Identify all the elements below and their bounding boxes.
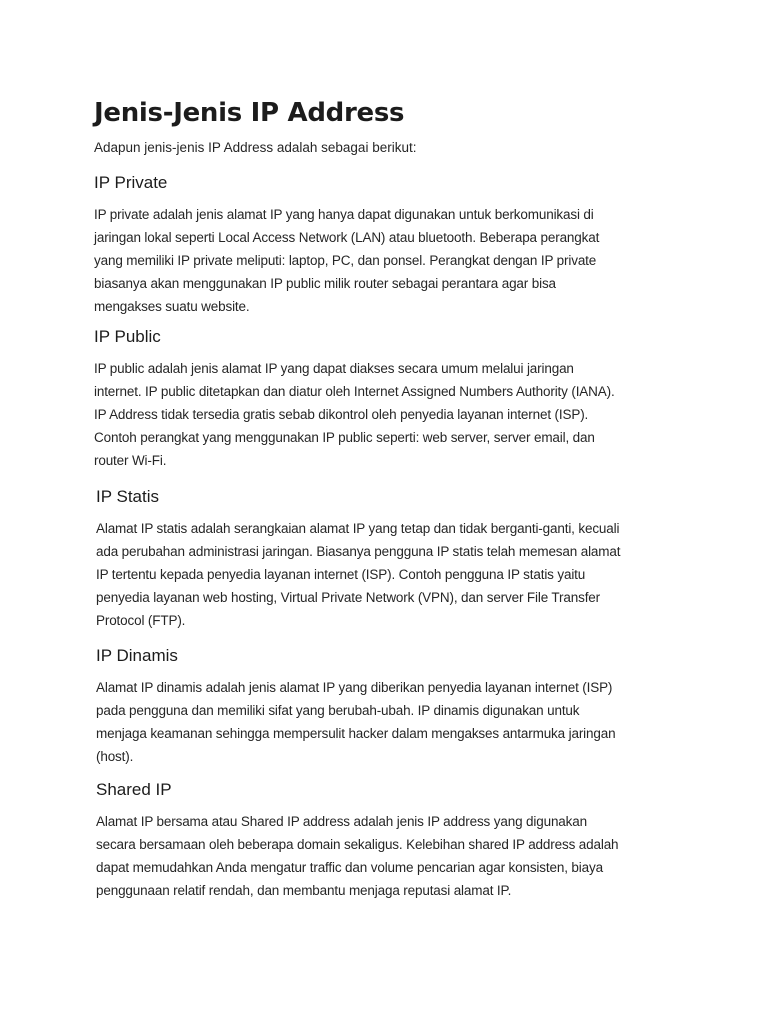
section-text: IP public adalah jenis alamat IP yang dapat diakses secara umum melalui jaringan internet. IP public ditetapkan dan diatur oleh Internet Assigned Numbers Authority (IANA). IP Address tidak tersedia gratis sebab dikontrol oleh penyedia layanan internet (ISP). Contoh perangkat yang menggunakan IP public seperti: web server, server email, dan router Wi-Fi. xyxy=(94,361,615,468)
section-ip-public xyxy=(94,326,624,472)
section-text: IP private adalah jenis alamat IP yang hanya dapat digunakan untuk berkomunikasi di jaringan lokal seperti Local Access Network (LAN) atau bluetooth. Beberapa perangkat yang memiliki IP private meliputi: laptop, PC, dan ponsel. Perangkat dengan IP private biasanya akan menggunakan IP public milik router sebagai perantara agar bisa mengakses suatu website. xyxy=(94,207,600,314)
section-heading: IP Public xyxy=(94,327,161,346)
section-heading: IP Dinamis xyxy=(96,646,178,665)
section-text: Alamat IP statis adalah serangkaian alamat IP yang tetap dan tidak berganti-ganti, kecuali ada perubahan administrasi jaringan. Biasanya pengguna IP statis telah memesan alamat IP tertentu kepada penyedia layanan internet (ISP). Contoh pengguna IP statis yaitu penyedia layanan web hosting, Virtual Private Network (VPN), dan server File Transfer Protocol (FTP). xyxy=(96,521,621,628)
section-text: Alamat IP dinamis adalah jenis alamat IP yang diberikan penyedia layanan internet (ISP) pada pengguna dan memiliki sifat yang berubah-ubah. IP dinamis digunakan untuk menjaga keamanan sehingga mempersulit hacker dalam mengakses antarmuka jaringan (host). xyxy=(96,680,616,764)
section-ip-statis xyxy=(96,486,626,632)
section-text: Alamat IP bersama atau Shared IP address adalah jenis IP address yang digunakan secara bersamaan oleh beberapa domain sekaligus. Kelebihan shared IP address adalah dapat memudahkan Anda mengatur traffic dan volume pencarian agar konsisten, biaya penggunaan relatif rendah, dan membantu menjaga reputasi alamat IP. xyxy=(96,814,619,898)
section-heading: IP Statis xyxy=(96,487,159,506)
section-ip-dinamis xyxy=(96,645,626,768)
intro-text: Adapun jenis-jenis IP Address adalah sebagai berikut: xyxy=(94,140,417,155)
section-shared-ip xyxy=(96,779,626,902)
section-heading: IP Private xyxy=(94,173,168,192)
section-heading: Shared IP xyxy=(96,780,172,799)
section-ip-private xyxy=(94,172,624,318)
document-upper xyxy=(94,96,624,468)
page-title: Jenis-Jenis IP Address xyxy=(94,98,405,128)
